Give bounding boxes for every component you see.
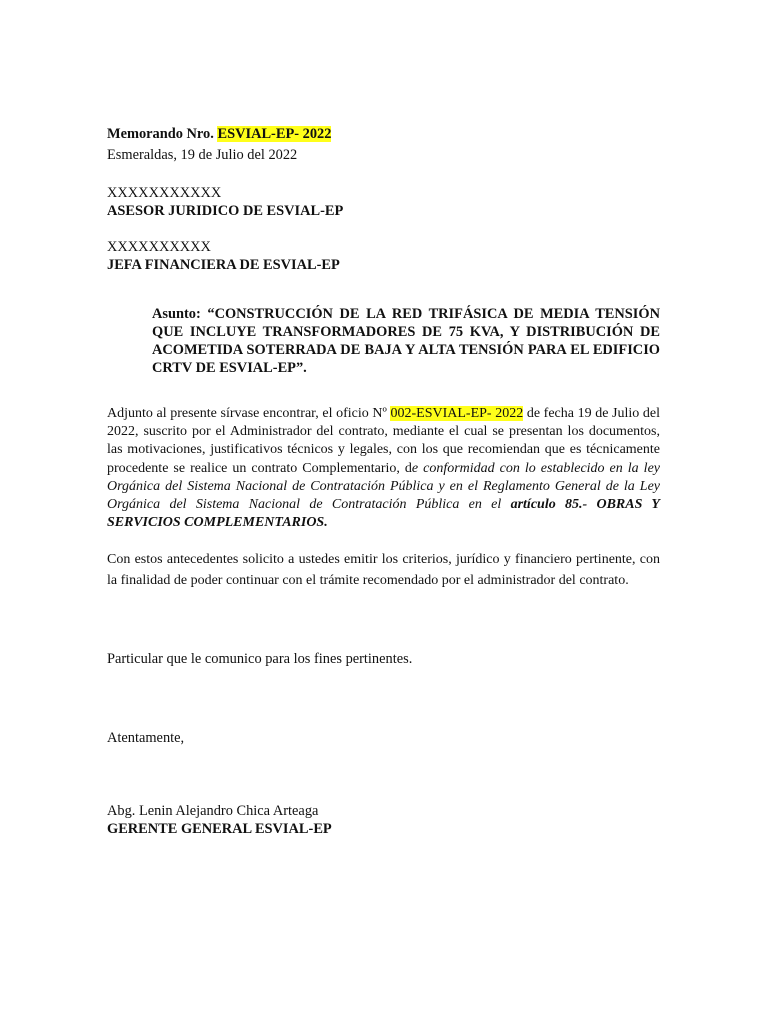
paragraph-1-italic: e conformidad con lo establecido en la ley Orgánica del Sistema Nacional de Contratación Pública y en el Reglamento General de la Ley Orgánica del Sistema Nacional de Contratación Pública en el xyxy=(107,460,660,513)
subject-text: “CONSTRUCCIÓN DE LA RED TRIFÁSICA DE MEDIA TENSIÓN QUE INCLUYE TRANSFORMADORES DE 75 KVA, Y DISTRIBUCIÓN DE ACOMETIDA SOTERRADA DE BAJA Y ALTA TENSIÓN PARA EL EDIFICIO CRTV DE ESVIAL-EP”. xyxy=(152,306,660,376)
paragraph-1-part2: de fecha 19 de Julio del 2022, suscrito por el Administrador del contrato, mediante el cual se presentan los documentos, las motivaciones, justificativos técnicos y legales, con los que recomiendan que es técnicamente procedente se realice un contrato Complementario, d xyxy=(107,406,660,476)
signer-title: GERENTE GENERAL ESVIAL-EP xyxy=(107,821,332,837)
recipient-2-name: XXXXXXXXXX xyxy=(107,239,211,255)
paragraph-1-part1: Adjunto al presente sírvase encontrar, el oficio Nº xyxy=(107,406,391,421)
signer-name: Abg. Lenin Alejandro Chica Arteaga xyxy=(107,803,319,819)
memo-number: ESVIAL-EP- 2022 xyxy=(217,126,332,142)
paragraph-1-article: artículo 85.- OBRAS Y SERVICIOS COMPLEMENTARIOS. xyxy=(107,497,660,531)
recipient-1-title: ASESOR JURIDICO DE ESVIAL-EP xyxy=(107,203,344,219)
recipient-1-name: XXXXXXXXXXX xyxy=(107,185,222,201)
memo-header xyxy=(107,125,331,143)
subject-label: Asunto: xyxy=(152,306,201,322)
recipient-2-title: JEFA FINANCIERA DE ESVIAL-EP xyxy=(107,257,340,273)
paragraph-3: Particular que le comunico para los fines pertinentes. xyxy=(107,651,413,667)
closing: Atentamente, xyxy=(107,730,185,746)
oficio-number: 002-ESVIAL-EP- 2022 xyxy=(390,406,524,421)
memo-label: Memorando Nro. xyxy=(107,126,214,142)
subject xyxy=(152,305,660,377)
place-date: Esmeraldas, 19 de Julio del 2022 xyxy=(107,147,298,163)
paragraph-1 xyxy=(107,405,660,532)
paragraph-2: Con estos antecedentes solicito a ustedes emitir los criterios, jurídico y financiero pertinente, con la finalidad de poder continuar con el trámite recomendado por el administrador del contrato. xyxy=(107,552,660,588)
